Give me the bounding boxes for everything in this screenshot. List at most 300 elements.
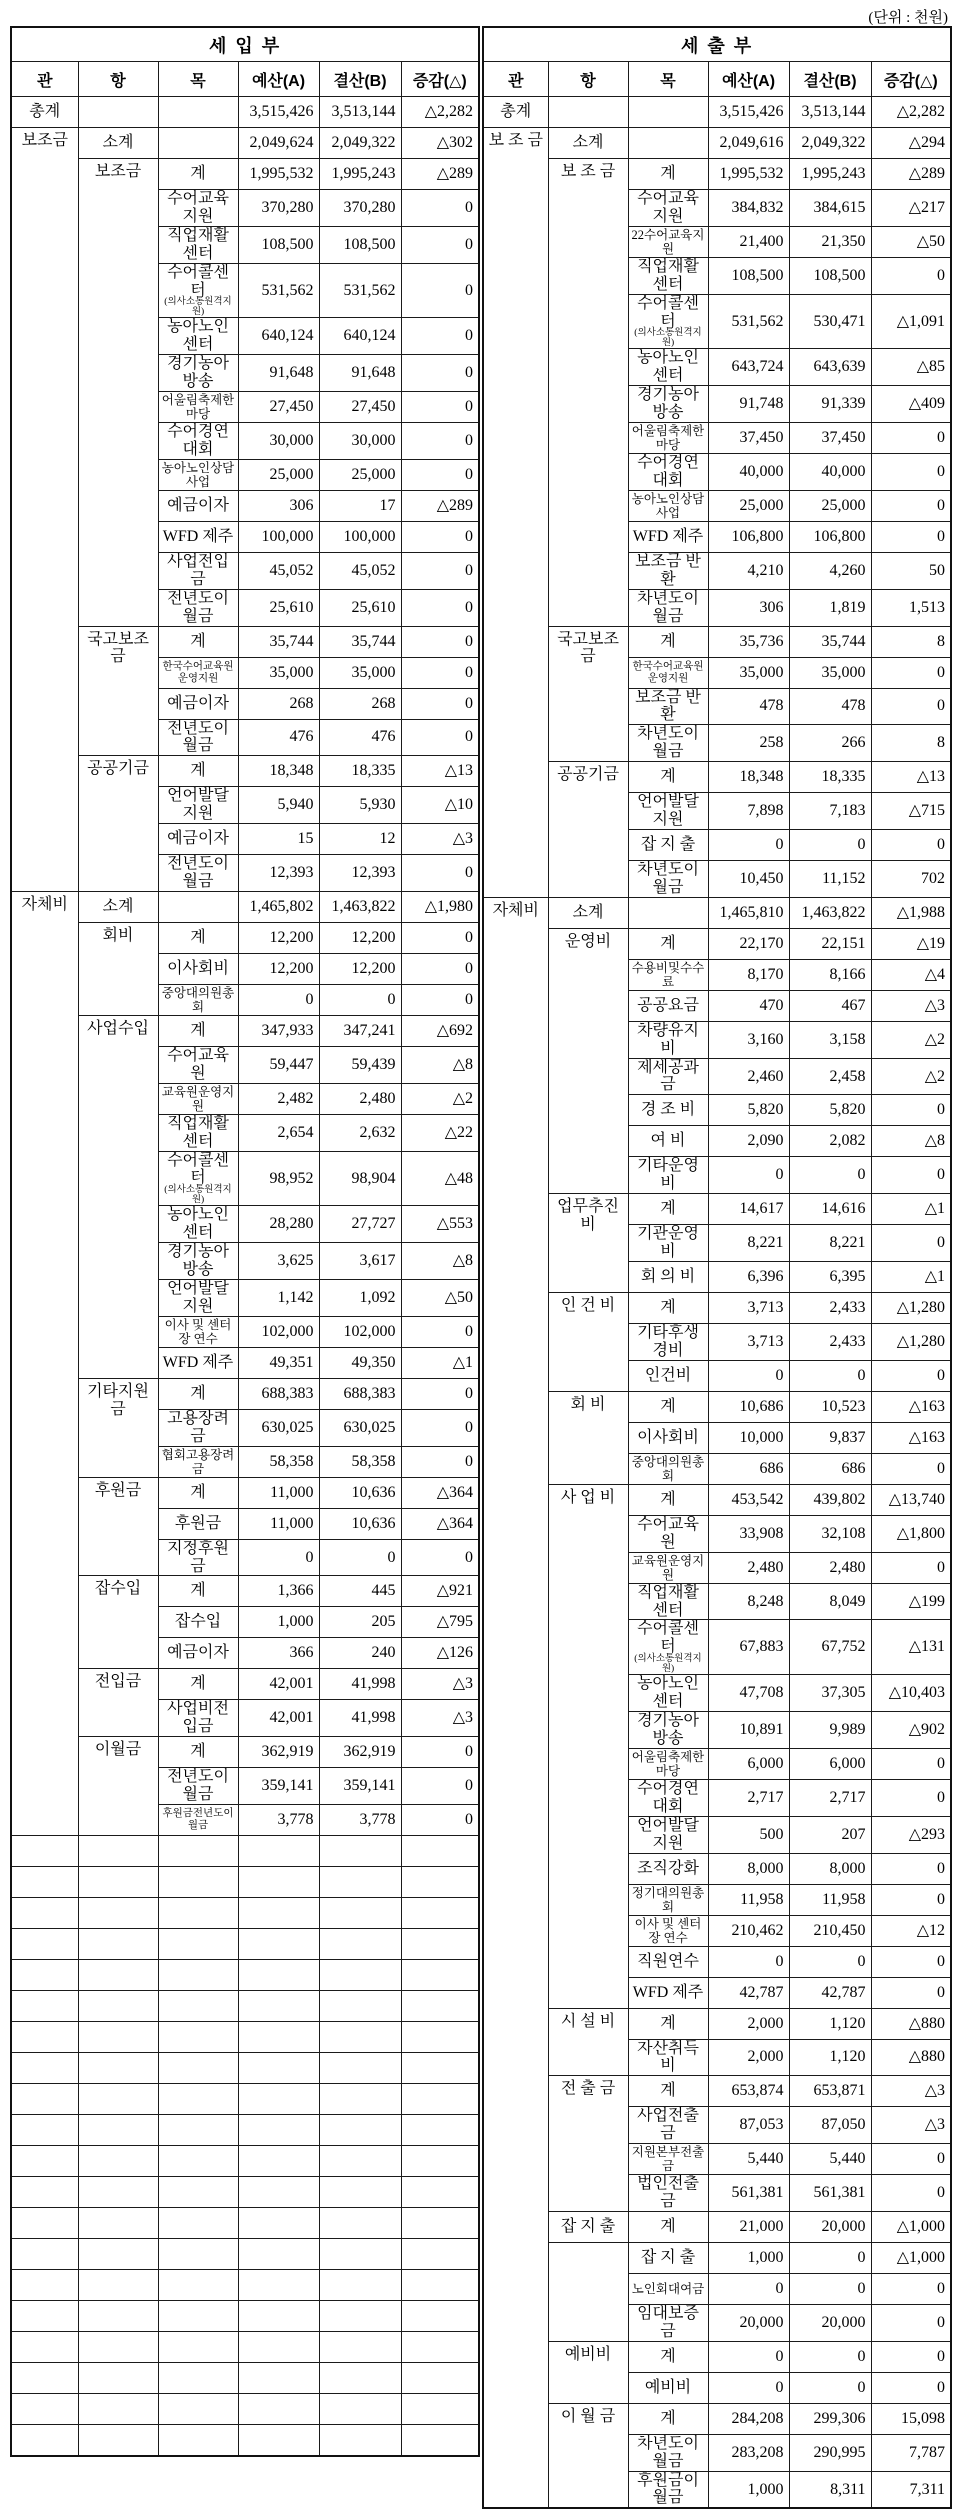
delta-cell bbox=[401, 2363, 479, 2394]
settlement-cell: 41,998 bbox=[319, 1669, 401, 1700]
mok-cell bbox=[628, 349, 708, 386]
column-header-budget: 예산(A) bbox=[238, 62, 319, 97]
budget-cell: 2,049,624 bbox=[238, 128, 319, 159]
delta-cell bbox=[401, 1836, 479, 1867]
mok-cell bbox=[158, 392, 238, 423]
delta-cell: 8 bbox=[871, 626, 951, 657]
settlement-cell bbox=[319, 2363, 401, 2394]
settlement-cell: 207 bbox=[789, 1816, 871, 1853]
delta-cell: 0 bbox=[401, 953, 479, 984]
mok-cell bbox=[158, 1867, 238, 1898]
settlement-cell: 35,744 bbox=[319, 626, 401, 657]
settlement-cell: 108,500 bbox=[319, 226, 401, 263]
mok-label: 계 bbox=[190, 1384, 206, 1402]
budget-cell bbox=[238, 1898, 319, 1929]
mok-cell bbox=[628, 1620, 708, 1675]
delta-cell bbox=[401, 2301, 479, 2332]
delta-cell: △553 bbox=[401, 1206, 479, 1243]
settlement-cell: 2,480 bbox=[319, 1083, 401, 1114]
delta-cell: 0 bbox=[401, 1316, 479, 1347]
mok-label: 교육원운영지원 bbox=[631, 1553, 705, 1582]
settlement-cell: 35,000 bbox=[789, 657, 871, 688]
mok-label: 이사 및 센터장 연수 bbox=[164, 1317, 232, 1346]
delta-cell: 0 bbox=[871, 521, 951, 552]
mok-label: 예금이자 bbox=[167, 694, 229, 712]
budget-cell: 59,447 bbox=[238, 1046, 319, 1083]
delta-cell: 0 bbox=[871, 454, 951, 491]
settlement-cell: 42,787 bbox=[789, 1977, 871, 2008]
settlement-cell: 10,636 bbox=[319, 1477, 401, 1508]
budget-cell: 35,736 bbox=[708, 626, 789, 657]
settlement-cell bbox=[319, 2053, 401, 2084]
mok-cell bbox=[158, 423, 238, 460]
settlement-cell: 14,616 bbox=[789, 1194, 871, 1225]
mok-label: 수어교육원 bbox=[167, 1046, 229, 1082]
table-row bbox=[483, 1293, 951, 1324]
delta-cell: 0 bbox=[871, 1946, 951, 1977]
budget-cell: 306 bbox=[238, 490, 319, 521]
budget-cell: 108,500 bbox=[238, 226, 319, 263]
delta-cell: △1,980 bbox=[401, 891, 479, 922]
mok-cell bbox=[158, 953, 238, 984]
settlement-cell: 40,000 bbox=[789, 454, 871, 491]
mok-cell bbox=[158, 1316, 238, 1347]
mok-label: 전년도이월금 bbox=[167, 855, 229, 891]
delta-cell: △1,091 bbox=[871, 294, 951, 349]
delta-cell: △3 bbox=[871, 2076, 951, 2107]
mok-cell bbox=[158, 891, 238, 922]
mok-label: 직원연수 bbox=[637, 1952, 699, 1970]
delta-cell bbox=[401, 2270, 479, 2301]
budget-cell: 1,366 bbox=[238, 1576, 319, 1607]
column-header-settlement: 결산(B) bbox=[789, 62, 871, 97]
delta-cell: 0 bbox=[871, 2372, 951, 2403]
budget-cell: 5,820 bbox=[708, 1095, 789, 1126]
mok-cell bbox=[158, 1669, 238, 1700]
mok-cell bbox=[158, 2115, 238, 2146]
mok-cell bbox=[628, 688, 708, 725]
settlement-cell: 37,450 bbox=[789, 423, 871, 454]
delta-cell: △19 bbox=[871, 928, 951, 959]
mok-label: 전년도이월금 bbox=[167, 719, 229, 755]
settlement-cell: 18,335 bbox=[319, 756, 401, 787]
mok-cell bbox=[628, 2273, 708, 2304]
mok-cell bbox=[628, 2211, 708, 2242]
table-row bbox=[11, 2332, 479, 2363]
mok-label: 수어콜센터 bbox=[167, 263, 229, 299]
delta-cell: 0 bbox=[401, 355, 479, 392]
expenditure-tbody bbox=[483, 97, 951, 2509]
mok-cell bbox=[628, 386, 708, 423]
mok-label: 정기대의원총회 bbox=[631, 1885, 705, 1914]
budget-cell: 10,686 bbox=[708, 1391, 789, 1422]
mok-cell bbox=[628, 1515, 708, 1552]
hang-cell bbox=[78, 2332, 158, 2363]
mok-cell bbox=[158, 2146, 238, 2177]
delta-cell: 0 bbox=[871, 688, 951, 725]
hang-cell: 기타지원금 bbox=[78, 1378, 158, 1477]
mok-label: 잡 지 출 bbox=[640, 2248, 696, 2266]
mok-cell bbox=[158, 97, 238, 128]
settlement-cell bbox=[319, 2239, 401, 2270]
settlement-cell: 1,120 bbox=[789, 2039, 871, 2076]
delta-cell: △2 bbox=[401, 1083, 479, 1114]
budget-cell: 2,049,616 bbox=[708, 128, 789, 159]
mok-cell bbox=[628, 1194, 708, 1225]
settlement-cell: 100,000 bbox=[319, 521, 401, 552]
table-row bbox=[483, 2341, 951, 2372]
table-row bbox=[11, 1836, 479, 1867]
delta-cell: △50 bbox=[401, 1280, 479, 1317]
mok-label: 협회고용장려금 bbox=[161, 1447, 235, 1476]
mok-cell bbox=[628, 928, 708, 959]
delta-cell: 50 bbox=[871, 552, 951, 589]
mok-cell bbox=[628, 490, 708, 521]
mok-cell bbox=[628, 2372, 708, 2403]
settlement-cell: 561,381 bbox=[789, 2175, 871, 2212]
delta-cell: 0 bbox=[871, 1884, 951, 1915]
budget-cell bbox=[238, 2239, 319, 2270]
mok-cell bbox=[158, 1446, 238, 1477]
budget-cell: 3,160 bbox=[708, 1021, 789, 1058]
hang-cell bbox=[78, 2084, 158, 2115]
mok-cell bbox=[158, 226, 238, 263]
mok-label: 후원금 bbox=[174, 1514, 222, 1532]
delta-cell: △364 bbox=[401, 1508, 479, 1539]
budget-cell: 2,090 bbox=[708, 1126, 789, 1157]
mok-cell bbox=[628, 1816, 708, 1853]
mok-label: WFD 제주 bbox=[162, 1353, 234, 1371]
mok-label: 농아노인상담사업 bbox=[631, 491, 705, 520]
mok-sublabel: (의사소통원격지원) bbox=[634, 1654, 702, 1674]
settlement-cell bbox=[319, 2332, 401, 2363]
mok-label: 농아노인센터 bbox=[637, 1675, 699, 1711]
settlement-cell: 0 bbox=[789, 1157, 871, 1194]
mok-cell bbox=[628, 2076, 708, 2107]
mok-label: 농아노인센터 bbox=[167, 1206, 229, 1242]
delta-cell: △1,280 bbox=[871, 1293, 951, 1324]
table-row bbox=[11, 2394, 479, 2425]
settlement-cell: 2,480 bbox=[789, 1552, 871, 1583]
table-row bbox=[483, 762, 951, 793]
settlement-cell: 12,200 bbox=[319, 922, 401, 953]
budget-cell: 108,500 bbox=[708, 257, 789, 294]
settlement-cell: 21,350 bbox=[789, 226, 871, 257]
budget-cell bbox=[238, 2208, 319, 2239]
delta-cell: △289 bbox=[871, 159, 951, 190]
mok-cell bbox=[628, 521, 708, 552]
budget-cell: 531,562 bbox=[708, 294, 789, 349]
mok-cell bbox=[158, 190, 238, 227]
mok-cell bbox=[628, 1884, 708, 1915]
budget-cell: 8,248 bbox=[708, 1583, 789, 1620]
settlement-cell: 59,439 bbox=[319, 1046, 401, 1083]
hang-cell: 보 조 금 bbox=[548, 159, 628, 627]
settlement-cell: 2,717 bbox=[789, 1779, 871, 1816]
mok-label: 어울림축제한마당 bbox=[631, 424, 705, 453]
settlement-cell bbox=[319, 2301, 401, 2332]
mok-cell bbox=[158, 2332, 238, 2363]
delta-cell bbox=[401, 2425, 479, 2457]
mok-cell bbox=[158, 355, 238, 392]
budget-cell: 284,208 bbox=[708, 2403, 789, 2434]
settlement-cell: 268 bbox=[319, 688, 401, 719]
gwan-cell bbox=[11, 2239, 78, 2270]
budget-cell: 686 bbox=[708, 1453, 789, 1484]
settlement-cell: 11,958 bbox=[789, 1884, 871, 1915]
mok-label: 중앙대의원총회 bbox=[161, 985, 235, 1014]
settlement-cell: 27,450 bbox=[319, 392, 401, 423]
delta-cell: 0 bbox=[871, 1095, 951, 1126]
budget-cell: 2,000 bbox=[708, 2008, 789, 2039]
delta-cell: △880 bbox=[871, 2008, 951, 2039]
settlement-cell: 8,166 bbox=[789, 959, 871, 990]
mok-label: 계 bbox=[190, 1483, 206, 1501]
settlement-cell bbox=[319, 2270, 401, 2301]
budget-cell: 0 bbox=[238, 984, 319, 1015]
delta-cell bbox=[401, 2332, 479, 2363]
settlement-cell bbox=[319, 2208, 401, 2239]
delta-cell: 0 bbox=[871, 1748, 951, 1779]
delta-cell: 0 bbox=[871, 257, 951, 294]
mok-label: 22수어교육지원 bbox=[631, 227, 705, 256]
hang-cell: 소계 bbox=[548, 897, 628, 928]
budget-cell bbox=[238, 2022, 319, 2053]
delta-cell: △1,000 bbox=[871, 2242, 951, 2273]
mok-cell bbox=[158, 1991, 238, 2022]
mok-cell bbox=[158, 2394, 238, 2425]
mok-cell bbox=[628, 626, 708, 657]
delta-cell: △302 bbox=[401, 128, 479, 159]
delta-cell: △50 bbox=[871, 226, 951, 257]
table-row bbox=[11, 2146, 479, 2177]
budget-cell: 11,958 bbox=[708, 1884, 789, 1915]
mok-label: 직업재활센터 bbox=[167, 1114, 229, 1150]
budget-cell: 1,995,532 bbox=[708, 159, 789, 190]
mok-label: 잡 지 출 bbox=[640, 835, 696, 853]
revenue-table bbox=[10, 26, 480, 2457]
mok-cell bbox=[628, 1157, 708, 1194]
mok-label: 기관운영비 bbox=[637, 1225, 699, 1261]
delta-cell: △1 bbox=[871, 1194, 951, 1225]
budget-cell bbox=[238, 1867, 319, 1898]
delta-cell: △22 bbox=[401, 1114, 479, 1151]
column-header-row bbox=[11, 62, 479, 97]
settlement-cell bbox=[319, 2177, 401, 2208]
budget-cell: 12,200 bbox=[238, 922, 319, 953]
settlement-cell: 20,000 bbox=[789, 2304, 871, 2341]
mok-label: 계 bbox=[660, 2014, 676, 2032]
table-row bbox=[11, 97, 479, 128]
settlement-cell: 1,463,822 bbox=[789, 897, 871, 928]
hang-cell bbox=[78, 1836, 158, 1867]
settlement-cell: 25,000 bbox=[319, 459, 401, 490]
mok-cell bbox=[628, 1853, 708, 1884]
delta-cell bbox=[401, 2208, 479, 2239]
mok-label: 계 bbox=[660, 1200, 676, 1218]
mok-cell bbox=[628, 2403, 708, 2434]
hang-cell: 이 월 금 bbox=[548, 2403, 628, 2508]
mok-cell bbox=[628, 1675, 708, 1712]
table-row bbox=[11, 1991, 479, 2022]
mok-cell bbox=[158, 521, 238, 552]
delta-cell: 0 bbox=[401, 626, 479, 657]
mok-cell bbox=[158, 1607, 238, 1638]
settlement-cell: 445 bbox=[319, 1576, 401, 1607]
mok-label: 계 bbox=[660, 1397, 676, 1415]
gwan-cell: 보 조 금 bbox=[483, 128, 548, 898]
hang-cell bbox=[78, 2301, 158, 2332]
hang-cell bbox=[78, 2363, 158, 2394]
table-title-row bbox=[11, 27, 479, 62]
mok-label: 차년도이월금 bbox=[637, 725, 699, 761]
gwan-cell: 총계 bbox=[11, 97, 78, 128]
budget-cell: 0 bbox=[708, 1946, 789, 1977]
settlement-cell: 0 bbox=[789, 2372, 871, 2403]
delta-cell: △8 bbox=[401, 1046, 479, 1083]
mok-cell bbox=[628, 2434, 708, 2471]
delta-cell: △2 bbox=[871, 1058, 951, 1095]
budget-cell: 21,000 bbox=[708, 2211, 789, 2242]
gwan-cell bbox=[11, 2301, 78, 2332]
delta-cell: △289 bbox=[401, 490, 479, 521]
mok-cell bbox=[628, 990, 708, 1021]
settlement-cell: 30,000 bbox=[319, 423, 401, 460]
settlement-cell: 22,151 bbox=[789, 928, 871, 959]
column-header-settlement: 결산(B) bbox=[319, 62, 401, 97]
mok-cell bbox=[628, 97, 708, 128]
delta-cell: △13 bbox=[871, 762, 951, 793]
column-header-budget: 예산(A) bbox=[708, 62, 789, 97]
mok-label: 계 bbox=[190, 762, 206, 780]
budget-cell: 0 bbox=[708, 2341, 789, 2372]
mok-cell bbox=[628, 725, 708, 762]
settlement-cell: 8,221 bbox=[789, 1225, 871, 1262]
mok-label: 계 bbox=[190, 632, 206, 650]
mok-label: 한국수어교육원운영지원 bbox=[162, 660, 234, 684]
mok-cell bbox=[158, 1737, 238, 1768]
mok-cell bbox=[628, 959, 708, 990]
mok-label: 수용비및수수료 bbox=[631, 960, 705, 989]
table-row bbox=[11, 2270, 479, 2301]
budget-cell: 306 bbox=[708, 589, 789, 626]
delta-cell: 7,311 bbox=[871, 2471, 951, 2508]
mok-label: 계 bbox=[660, 768, 676, 786]
settlement-cell: 362,919 bbox=[319, 1737, 401, 1768]
budget-cell: 12,200 bbox=[238, 953, 319, 984]
budget-cell: 42,787 bbox=[708, 1977, 789, 2008]
budget-cell: 210,462 bbox=[708, 1915, 789, 1946]
mok-cell bbox=[158, 824, 238, 855]
table-row bbox=[483, 626, 951, 657]
mok-cell bbox=[628, 1583, 708, 1620]
gwan-cell bbox=[11, 1929, 78, 1960]
mok-cell bbox=[628, 128, 708, 159]
mok-label: 조직강화 bbox=[637, 1859, 699, 1877]
delta-cell: △4 bbox=[871, 959, 951, 990]
budget-cell: 1,995,532 bbox=[238, 159, 319, 190]
mok-cell bbox=[158, 2208, 238, 2239]
settlement-cell: 12,393 bbox=[319, 855, 401, 892]
budget-cell: 47,708 bbox=[708, 1675, 789, 1712]
mok-label: 이사 및 센터장 연수 bbox=[634, 1916, 702, 1945]
gwan-cell bbox=[11, 1867, 78, 1898]
settlement-cell: 3,513,144 bbox=[789, 97, 871, 128]
budget-cell: 14,617 bbox=[708, 1194, 789, 1225]
table-row bbox=[11, 891, 479, 922]
mok-cell bbox=[628, 1712, 708, 1749]
hang-cell: 국고보조금 bbox=[548, 626, 628, 762]
mok-label: 수어경연대회 bbox=[167, 423, 229, 458]
mok-label: 직업재활센터 bbox=[637, 257, 699, 293]
mok-cell bbox=[158, 589, 238, 626]
settlement-cell: 0 bbox=[789, 2273, 871, 2304]
mok-label: 계 bbox=[660, 632, 676, 650]
delta-cell: 0 bbox=[401, 855, 479, 892]
mok-cell bbox=[158, 657, 238, 688]
delta-cell: 0 bbox=[401, 226, 479, 263]
mok-cell bbox=[158, 1114, 238, 1151]
delta-cell: △3 bbox=[401, 824, 479, 855]
mok-label: 언어발달지원 bbox=[637, 1816, 699, 1852]
hang-cell bbox=[78, 2022, 158, 2053]
gwan-cell bbox=[11, 1960, 78, 1991]
budget-cell: 35,000 bbox=[708, 657, 789, 688]
mok-cell bbox=[628, 1225, 708, 1262]
settlement-cell: 10,523 bbox=[789, 1391, 871, 1422]
mok-cell bbox=[628, 190, 708, 227]
budget-cell: 476 bbox=[238, 719, 319, 756]
mok-cell bbox=[158, 787, 238, 824]
table-row bbox=[11, 626, 479, 657]
delta-cell: 0 bbox=[871, 1977, 951, 2008]
delta-cell: 0 bbox=[871, 1779, 951, 1816]
delta-cell: 0 bbox=[871, 2175, 951, 2212]
settlement-cell: 2,082 bbox=[789, 1126, 871, 1157]
mok-cell bbox=[158, 490, 238, 521]
budget-cell: 3,713 bbox=[708, 1324, 789, 1361]
delta-cell: △163 bbox=[871, 1422, 951, 1453]
settlement-cell: 98,904 bbox=[319, 1151, 401, 1206]
budget-cell: 8,170 bbox=[708, 959, 789, 990]
hang-cell: 전입금 bbox=[78, 1669, 158, 1737]
mok-label: 수어콜센터 bbox=[167, 1151, 229, 1187]
delta-cell: △692 bbox=[401, 1015, 479, 1046]
mok-label: 인건비 bbox=[644, 1366, 692, 1384]
mok-label: 사업비전입금 bbox=[167, 1700, 229, 1736]
mok-label: 계 bbox=[190, 1675, 206, 1693]
delta-cell: △880 bbox=[871, 2039, 951, 2076]
settlement-cell: 1,092 bbox=[319, 1280, 401, 1317]
delta-cell bbox=[401, 1898, 479, 1929]
budget-cell: 28,280 bbox=[238, 1206, 319, 1243]
budget-cell: 688,383 bbox=[238, 1378, 319, 1409]
delta-cell: △131 bbox=[871, 1620, 951, 1675]
settlement-cell: 0 bbox=[789, 829, 871, 860]
mok-cell bbox=[158, 318, 238, 355]
mok-cell bbox=[628, 1021, 708, 1058]
settlement-cell: 106,800 bbox=[789, 521, 871, 552]
mok-label: 어울림축제한마당 bbox=[161, 393, 235, 422]
table-row bbox=[483, 928, 951, 959]
budget-cell: 0 bbox=[708, 1157, 789, 1194]
delta-cell: 0 bbox=[401, 318, 479, 355]
hang-cell: 회 비 bbox=[548, 1391, 628, 1484]
mok-cell bbox=[628, 657, 708, 688]
table-row bbox=[11, 159, 479, 190]
settlement-cell: 240 bbox=[319, 1638, 401, 1669]
mok-label: 계 bbox=[190, 1743, 206, 1761]
